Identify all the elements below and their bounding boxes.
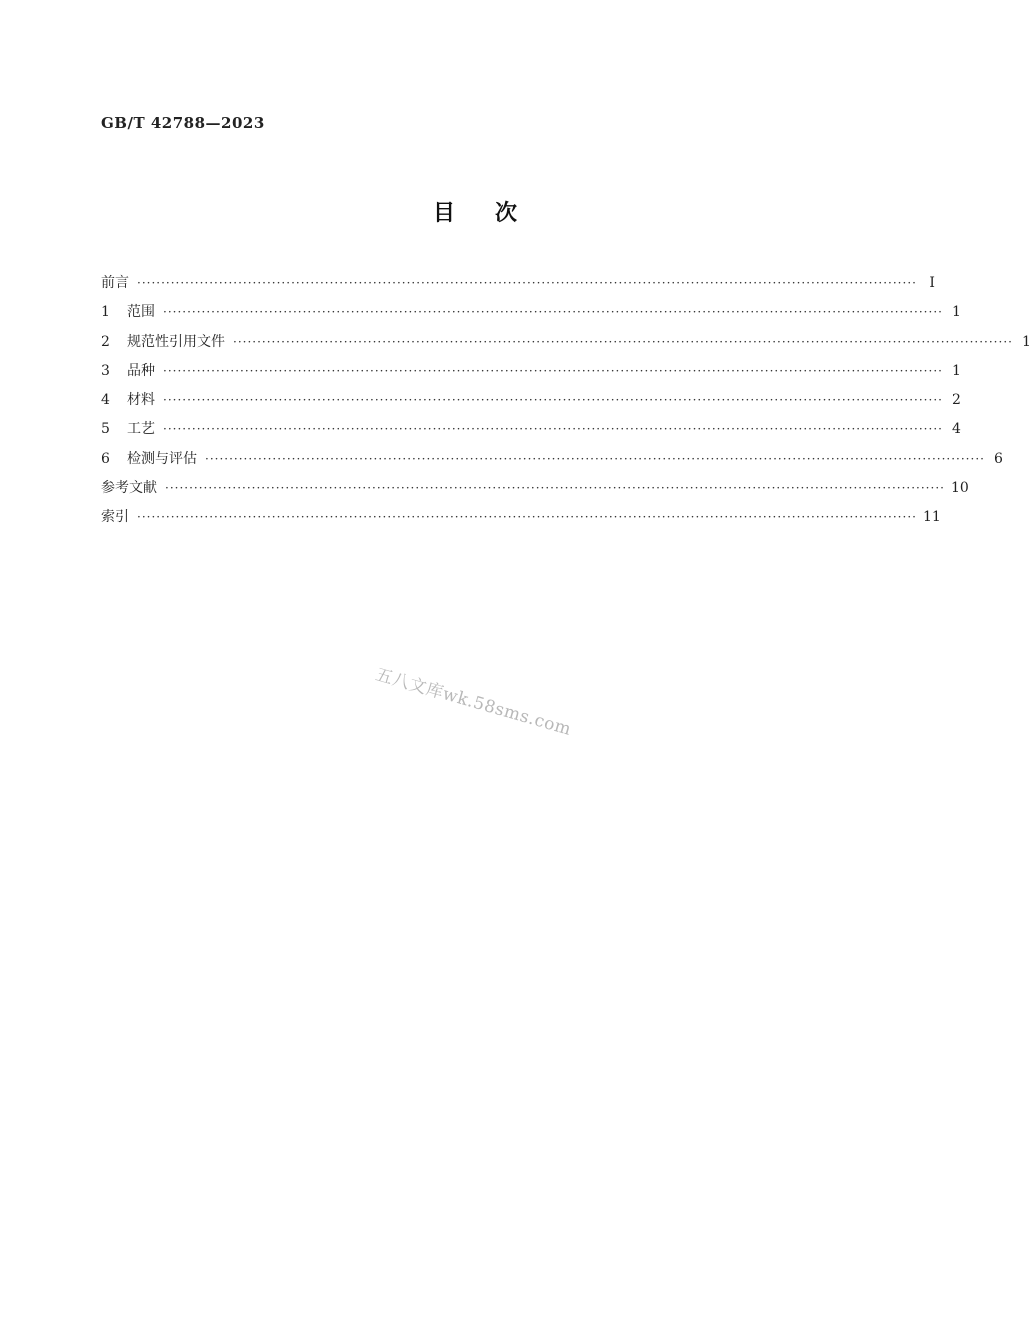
toc-entry-materials[interactable] bbox=[101, 389, 961, 418]
toc-entry-number: 4 bbox=[101, 392, 110, 409]
toc-entry-number: 6 bbox=[101, 450, 110, 467]
toc-entry-page: 11 bbox=[922, 509, 941, 526]
toc-leader-dots: ·································································································································································· bbox=[137, 276, 917, 290]
toc-list bbox=[101, 272, 1031, 536]
toc-entry-normative-references[interactable] bbox=[101, 331, 1031, 360]
toc-entry-foreword[interactable] bbox=[101, 272, 935, 301]
toc-entry-process[interactable] bbox=[101, 418, 961, 447]
toc-entry-index[interactable] bbox=[101, 506, 941, 535]
toc-leader-dots: ·································································································································································· bbox=[233, 334, 1013, 349]
toc-leader-dots: ·································································································································································· bbox=[163, 363, 943, 378]
toc-entry-label: 前言 bbox=[101, 275, 129, 291]
toc-entry-bibliography[interactable] bbox=[101, 477, 969, 506]
toc-entry-label: 材料 bbox=[127, 392, 155, 409]
toc-leader-dots: ·································································································································································· bbox=[165, 481, 945, 496]
toc-entry-label: 范围 bbox=[127, 304, 155, 321]
toc-entry-page: 1 bbox=[1022, 333, 1031, 350]
toc-entry-number: 3 bbox=[101, 362, 110, 379]
standard-number: GB/T 42788—2023 bbox=[101, 114, 265, 132]
toc-entry-label: 规范性引用文件 bbox=[127, 333, 225, 350]
toc-entry-varieties[interactable] bbox=[101, 360, 961, 389]
toc-entry-label: 品种 bbox=[127, 362, 155, 379]
toc-title: 目次 bbox=[432, 200, 557, 226]
toc-entry-page: 2 bbox=[952, 392, 961, 409]
toc-entry-page: 4 bbox=[952, 421, 961, 438]
watermark: 五八文库wk.58sms.com bbox=[373, 664, 574, 740]
toc-entry-label: 索引 bbox=[101, 509, 129, 526]
toc-entry-scope[interactable] bbox=[101, 301, 961, 330]
toc-entry-number: 1 bbox=[101, 304, 110, 321]
toc-leader-dots: ·································································································································································· bbox=[163, 422, 943, 437]
toc-entry-page: 6 bbox=[994, 450, 1003, 467]
toc-leader-dots: ·································································································································································· bbox=[163, 393, 943, 408]
toc-entry-number: 2 bbox=[101, 333, 110, 350]
toc-entry-label: 工艺 bbox=[127, 421, 155, 438]
toc-leader-dots: ·································································································································································· bbox=[137, 510, 917, 525]
toc-entry-testing[interactable] bbox=[101, 448, 1003, 477]
toc-leader-dots: ·································································································································································· bbox=[205, 451, 985, 466]
toc-entry-number: 5 bbox=[101, 421, 110, 438]
toc-entry-page: 1 bbox=[952, 362, 961, 379]
toc-leader-dots: ·································································································································································· bbox=[163, 305, 943, 320]
toc-entry-label: 参考文献 bbox=[101, 480, 157, 497]
toc-entry-page: 10 bbox=[950, 480, 969, 497]
toc-entry-page: 1 bbox=[952, 304, 961, 321]
toc-entry-page: I bbox=[929, 275, 935, 291]
toc-entry-label: 检测与评估 bbox=[127, 450, 197, 467]
